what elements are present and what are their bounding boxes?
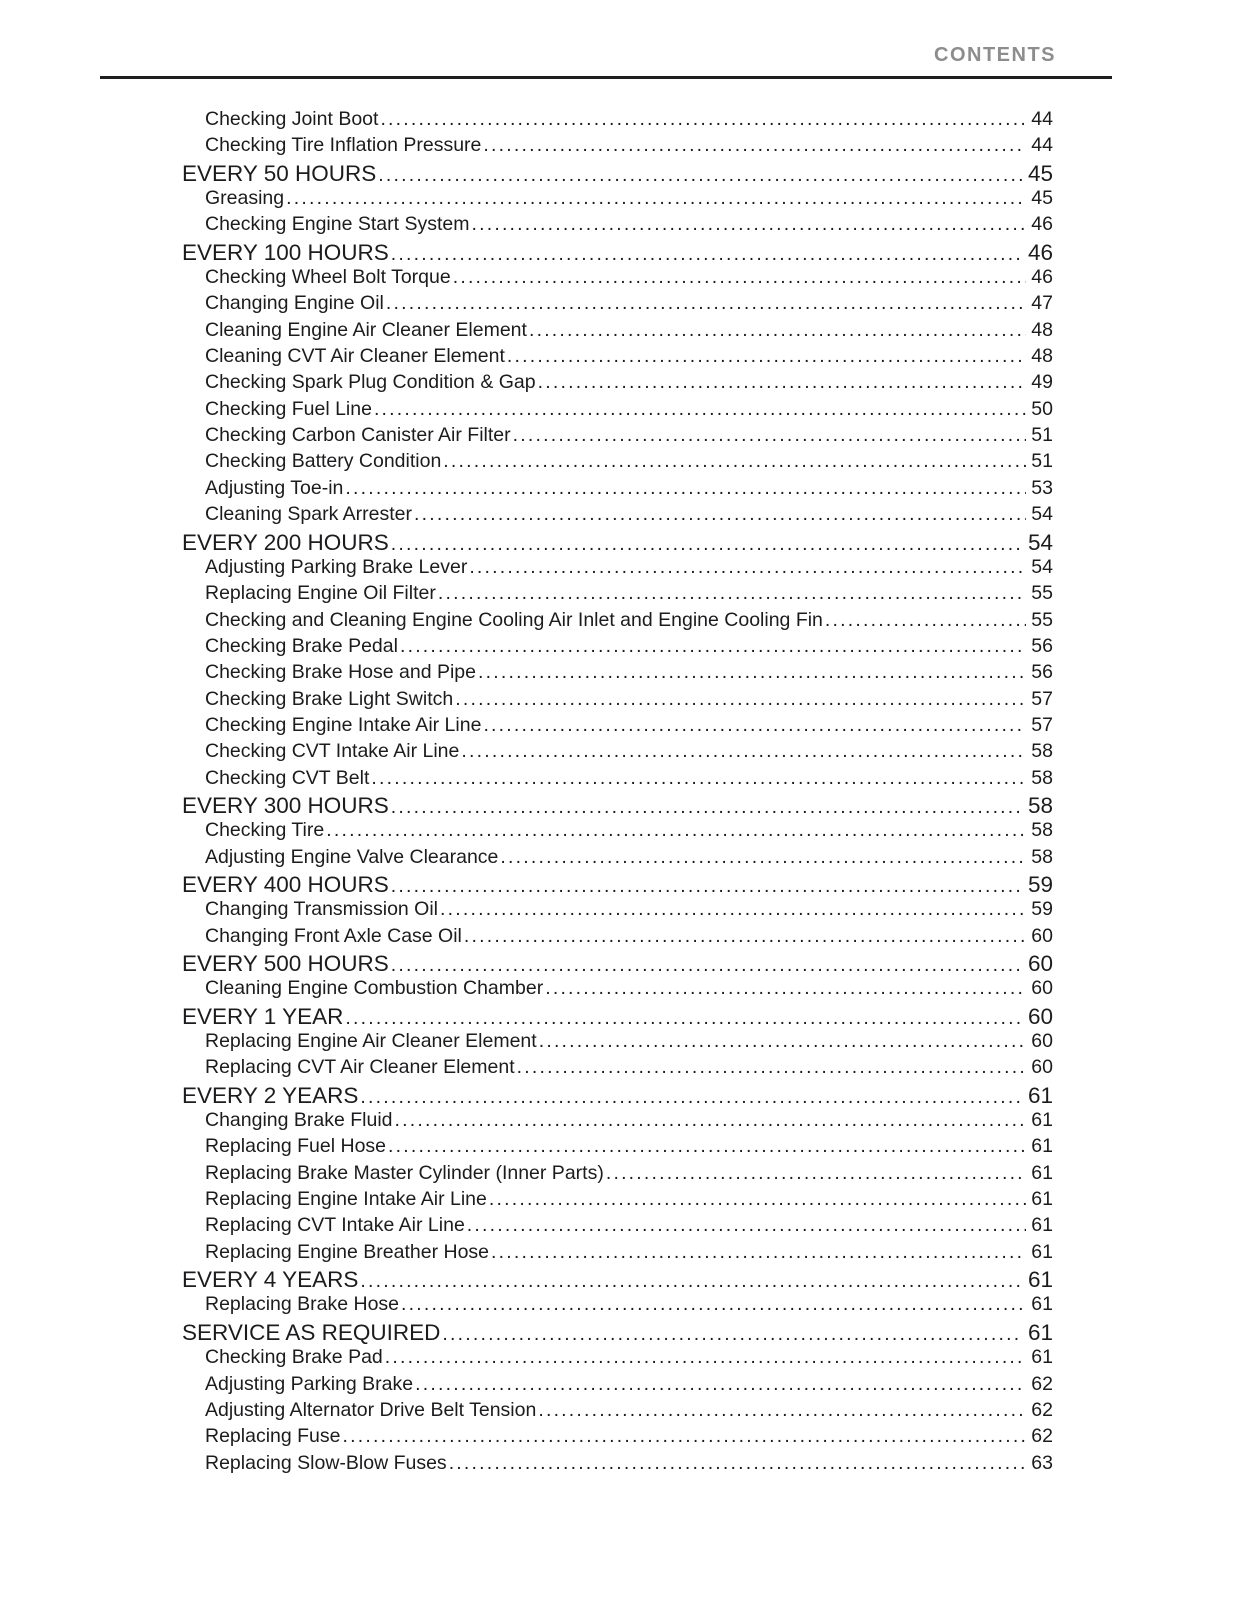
toc-dot-leader xyxy=(391,951,1023,977)
toc-dot-leader xyxy=(464,925,1026,948)
toc-entry-title: Replacing Engine Oil Filter xyxy=(205,582,436,605)
toc-dot-leader xyxy=(401,1293,1026,1316)
toc-entry-title: Checking Brake Light Switch xyxy=(205,687,454,710)
toc-dot-leader xyxy=(442,1320,1023,1346)
toc-page-number: 54 xyxy=(1027,529,1053,555)
toc-entry xyxy=(182,1241,1053,1267)
toc-page-number: 55 xyxy=(1031,582,1053,605)
toc-page-number: 63 xyxy=(1031,1451,1053,1474)
toc-entry xyxy=(182,1399,1053,1425)
toc-dot-leader xyxy=(469,556,1026,579)
toc-entry-title: Adjusting Toe-in xyxy=(205,476,344,499)
toc-entry-title: Changing Front Axle Case Oil xyxy=(205,924,462,947)
toc-page-number: 46 xyxy=(1027,239,1053,265)
toc-page-number: 49 xyxy=(1031,371,1053,394)
toc-entry-title: Greasing xyxy=(205,187,285,210)
toc-dot-leader xyxy=(345,1004,1023,1030)
toc-entry-title: Changing Transmission Oil xyxy=(205,898,439,921)
toc-dot-leader xyxy=(360,1267,1023,1293)
toc-entry xyxy=(182,213,1053,239)
toc-page-number: 54 xyxy=(1031,503,1053,526)
toc-dot-leader xyxy=(391,793,1023,819)
toc-entry-title: Cleaning Engine Combustion Chamber xyxy=(205,977,544,1000)
toc-page-number: 51 xyxy=(1031,424,1053,447)
toc-page-number: 54 xyxy=(1031,555,1053,578)
toc-page-number: 60 xyxy=(1031,924,1053,947)
toc-entry xyxy=(182,503,1053,529)
toc-entry-title: Replacing Engine Breather Hose xyxy=(205,1240,490,1263)
toc-dot-leader xyxy=(491,1241,1026,1264)
page-header xyxy=(0,0,1236,79)
toc-entry xyxy=(182,1109,1053,1135)
toc-page-number: 55 xyxy=(1031,608,1053,631)
toc-dot-leader xyxy=(529,319,1026,342)
toc-entry-title: Checking Tire Inflation Pressure xyxy=(205,134,482,157)
toc-list xyxy=(182,108,1053,1478)
toc-entry-title: Changing Brake Fluid xyxy=(205,1109,393,1132)
toc-entry-title: EVERY 2 YEARS xyxy=(182,1082,359,1108)
toc-dot-leader xyxy=(825,609,1026,632)
page-header-title: CONTENTS xyxy=(934,44,1056,66)
toc-entry xyxy=(182,108,1053,134)
toc-page-number: 58 xyxy=(1031,766,1053,789)
toc-dot-leader xyxy=(471,213,1026,236)
toc-entry-title: EVERY 300 HOURS xyxy=(182,792,389,818)
toc-page-number: 56 xyxy=(1031,634,1053,657)
toc-dot-leader xyxy=(538,1399,1026,1422)
toc-dot-leader xyxy=(388,1135,1026,1158)
toc-entry xyxy=(182,688,1053,714)
toc-page-number: 46 xyxy=(1031,213,1053,236)
toc-page-number: 60 xyxy=(1031,1056,1053,1079)
toc-dot-leader xyxy=(374,398,1026,421)
toc-entry-title: Checking CVT Intake Air Line xyxy=(205,740,460,763)
toc-entry xyxy=(182,1267,1053,1293)
toc-dot-leader xyxy=(545,977,1026,1000)
toc-entry-title: Adjusting Alternator Drive Belt Tension xyxy=(205,1398,537,1421)
toc-page-number: 61 xyxy=(1031,1135,1053,1158)
toc-entry-title: EVERY 100 HOURS xyxy=(182,239,389,265)
toc-entry-title: Checking Engine Start System xyxy=(205,213,470,236)
toc-page-number: 60 xyxy=(1027,1003,1053,1029)
toc-entry xyxy=(182,977,1053,1003)
toc-entry xyxy=(182,1425,1053,1451)
toc-dot-leader xyxy=(507,345,1026,368)
toc-entry xyxy=(182,872,1053,898)
toc-entry xyxy=(182,240,1053,266)
toc-entry-title: Checking Carbon Canister Air Filter xyxy=(205,424,511,447)
toc-entry xyxy=(182,134,1053,160)
toc-entry-title: EVERY 1 YEAR xyxy=(182,1003,344,1029)
toc-dot-leader xyxy=(380,108,1026,131)
toc-entry xyxy=(182,951,1053,977)
toc-entry-title: Checking CVT Belt xyxy=(205,766,370,789)
toc-page-number: 61 xyxy=(1027,1319,1053,1345)
toc-dot-leader xyxy=(343,1425,1027,1448)
toc-page-number: 58 xyxy=(1031,740,1053,763)
toc-entry-title: Checking Joint Boot xyxy=(205,108,379,130)
toc-entry-title: Cleaning CVT Air Cleaner Element xyxy=(205,345,505,368)
toc-dot-leader xyxy=(395,1109,1027,1132)
toc-entry xyxy=(182,1188,1053,1214)
toc-entry xyxy=(182,450,1053,476)
toc-dot-leader xyxy=(286,187,1026,210)
toc-entry xyxy=(182,1320,1053,1346)
toc-page-number: 62 xyxy=(1031,1425,1053,1448)
toc-entry-title: Replacing CVT Intake Air Line xyxy=(205,1214,465,1237)
toc-page-number: 44 xyxy=(1031,134,1053,157)
toc-entry-title: EVERY 4 YEARS xyxy=(182,1267,359,1293)
toc-page-number: 45 xyxy=(1027,160,1053,186)
toc-dot-leader xyxy=(489,1188,1026,1211)
toc-entry xyxy=(182,793,1053,819)
toc-dot-leader xyxy=(386,292,1026,315)
toc-dot-leader xyxy=(371,767,1026,790)
toc-entry xyxy=(182,371,1053,397)
toc-dot-leader xyxy=(517,1056,1027,1079)
toc-entry xyxy=(182,1293,1053,1319)
toc-page-number: 62 xyxy=(1031,1372,1053,1395)
toc-entry xyxy=(182,266,1053,292)
toc-page-number: 48 xyxy=(1031,345,1053,368)
toc-page-number: 45 xyxy=(1031,187,1053,210)
toc-entry-title: Checking Battery Condition xyxy=(205,450,442,473)
toc-dot-leader xyxy=(391,530,1023,556)
toc-dot-leader xyxy=(539,1030,1027,1053)
toc-entry xyxy=(182,609,1053,635)
toc-entry-title: Replacing CVT Air Cleaner Element xyxy=(205,1056,515,1079)
toc-dot-leader xyxy=(400,635,1026,658)
toc-entry-title: Checking Spark Plug Condition & Gap xyxy=(205,371,536,394)
toc-dot-leader xyxy=(391,240,1023,266)
toc-dot-leader xyxy=(606,1162,1026,1185)
toc-entry xyxy=(182,319,1053,345)
toc-entry xyxy=(182,424,1053,450)
toc-entry xyxy=(182,1083,1053,1109)
toc-entry xyxy=(182,582,1053,608)
toc-page-number: 53 xyxy=(1031,476,1053,499)
toc-page-number: 62 xyxy=(1031,1398,1053,1421)
toc-entry xyxy=(182,1373,1053,1399)
toc-page-number: 47 xyxy=(1031,292,1053,315)
toc-entry xyxy=(182,556,1053,582)
toc-entry-title: Adjusting Parking Brake Lever xyxy=(205,555,468,578)
toc-entry xyxy=(182,635,1053,661)
toc-entry xyxy=(182,1030,1053,1056)
toc-dot-leader xyxy=(414,503,1026,526)
toc-entry xyxy=(182,1056,1053,1082)
toc-entry-title: Checking and Cleaning Engine Cooling Air Inlet and Engine Cooling Fin xyxy=(205,608,823,631)
toc-dot-leader xyxy=(378,161,1023,187)
toc-entry-title: Replacing Brake Master Cylinder (Inner Parts) xyxy=(205,1161,604,1184)
toc-entry xyxy=(182,345,1053,371)
toc-page-number: 61 xyxy=(1031,1161,1053,1184)
toc-page-number: 60 xyxy=(1031,1030,1053,1053)
toc-entry xyxy=(182,477,1053,503)
toc-entry xyxy=(182,925,1053,951)
toc-dot-leader xyxy=(326,819,1026,842)
toc-entry xyxy=(182,898,1053,924)
toc-page-number: 58 xyxy=(1031,845,1053,868)
toc-entry xyxy=(182,530,1053,556)
toc-entry-title: Checking Brake Hose and Pipe xyxy=(205,661,476,684)
toc-entry xyxy=(182,398,1053,424)
toc-dot-leader xyxy=(443,450,1026,473)
toc-entry-title: Replacing Engine Air Cleaner Element xyxy=(205,1030,537,1053)
toc-page-number: 58 xyxy=(1031,819,1053,842)
toc-entry xyxy=(182,292,1053,318)
toc-entry-title: Checking Fuel Line xyxy=(205,397,372,420)
toc-page-number: 61 xyxy=(1031,1214,1053,1237)
toc-dot-leader xyxy=(415,1373,1026,1396)
toc-entry xyxy=(182,1452,1053,1478)
toc-entry xyxy=(182,714,1053,740)
toc-entry xyxy=(182,1162,1053,1188)
toc-dot-leader xyxy=(478,661,1026,684)
toc-page-number: 61 xyxy=(1031,1188,1053,1211)
toc-page-number: 56 xyxy=(1031,661,1053,684)
toc-page-number: 50 xyxy=(1031,397,1053,420)
toc-dot-leader xyxy=(438,582,1026,605)
toc-page-number: 59 xyxy=(1027,871,1053,897)
toc-dot-leader xyxy=(345,477,1026,500)
toc-page-number: 51 xyxy=(1031,450,1053,473)
header-rule xyxy=(100,76,1112,79)
toc-entry-title: EVERY 500 HOURS xyxy=(182,951,389,976)
toc-page-number: 44 xyxy=(1031,108,1053,130)
toc-page-number: 57 xyxy=(1031,713,1053,736)
toc-entry xyxy=(182,846,1053,872)
toc-entry-title: Replacing Fuel Hose xyxy=(205,1135,387,1158)
toc-dot-leader xyxy=(500,846,1026,869)
toc-entry-title: Cleaning Engine Air Cleaner Element xyxy=(205,318,527,341)
toc-page-number: 59 xyxy=(1031,898,1053,921)
toc-entry xyxy=(182,767,1053,793)
toc-entry-title: Replacing Engine Intake Air Line xyxy=(205,1188,487,1211)
toc-page-number: 61 xyxy=(1031,1293,1053,1316)
toc-entry xyxy=(182,740,1053,766)
toc-entry-title: Cleaning Spark Arrester xyxy=(205,503,413,526)
toc-dot-leader xyxy=(483,714,1026,737)
toc-page-number: 57 xyxy=(1031,687,1053,710)
toc-dot-leader xyxy=(391,872,1023,898)
toc-entry-title: Changing Engine Oil xyxy=(205,292,384,315)
toc-entry-title: Adjusting Parking Brake xyxy=(205,1372,414,1395)
toc-page-number: 61 xyxy=(1027,1082,1053,1108)
toc-entry xyxy=(182,1135,1053,1161)
toc-entry-title: Checking Tire xyxy=(205,819,325,842)
toc-entry-title: Replacing Fuse xyxy=(205,1425,341,1448)
toc-dot-leader xyxy=(360,1083,1023,1109)
toc-page-number: 60 xyxy=(1027,951,1053,976)
toc-page-number: 60 xyxy=(1031,977,1053,1000)
toc-entry xyxy=(182,819,1053,845)
toc-entry xyxy=(182,1214,1053,1240)
toc-dot-leader xyxy=(461,740,1026,763)
toc-dot-leader xyxy=(440,898,1026,921)
toc-page-number: 61 xyxy=(1031,1346,1053,1369)
toc-dot-leader xyxy=(513,424,1027,447)
toc-dot-leader xyxy=(467,1214,1027,1237)
toc-page-number: 48 xyxy=(1031,318,1053,341)
toc-dot-leader xyxy=(455,688,1026,711)
toc-entry xyxy=(182,1346,1053,1372)
toc-entry-title: Replacing Slow-Blow Fuses xyxy=(205,1451,447,1474)
toc-page-number: 46 xyxy=(1031,266,1053,289)
toc-dot-leader xyxy=(449,1452,1027,1475)
toc-entry xyxy=(182,161,1053,187)
toc-dot-leader xyxy=(483,134,1026,157)
toc-dot-leader xyxy=(538,371,1027,394)
toc-entry-title: Checking Brake Pedal xyxy=(205,634,398,657)
toc-entry-title: SERVICE AS REQUIRED xyxy=(182,1319,441,1345)
toc-dot-leader xyxy=(385,1346,1027,1369)
toc-page-number: 61 xyxy=(1031,1240,1053,1263)
toc-entry xyxy=(182,1004,1053,1030)
toc-page-number: 61 xyxy=(1027,1267,1053,1293)
toc-entry xyxy=(182,661,1053,687)
toc-entry-title: Replacing Brake Hose xyxy=(205,1293,400,1316)
toc-entry-title: Checking Engine Intake Air Line xyxy=(205,713,482,736)
toc-entry-title: EVERY 400 HOURS xyxy=(182,871,389,897)
toc-entry-title: Checking Wheel Bolt Torque xyxy=(205,266,451,289)
toc-entry-title: Adjusting Engine Valve Clearance xyxy=(205,845,499,868)
toc-page-number: 58 xyxy=(1027,792,1053,818)
toc-entry xyxy=(182,187,1053,213)
toc-entry-title: EVERY 50 HOURS xyxy=(182,160,377,186)
toc-entry-title: EVERY 200 HOURS xyxy=(182,529,389,555)
toc-dot-leader xyxy=(453,266,1027,289)
toc-entry-title: Checking Brake Pad xyxy=(205,1346,383,1369)
toc-page-number: 61 xyxy=(1031,1109,1053,1132)
